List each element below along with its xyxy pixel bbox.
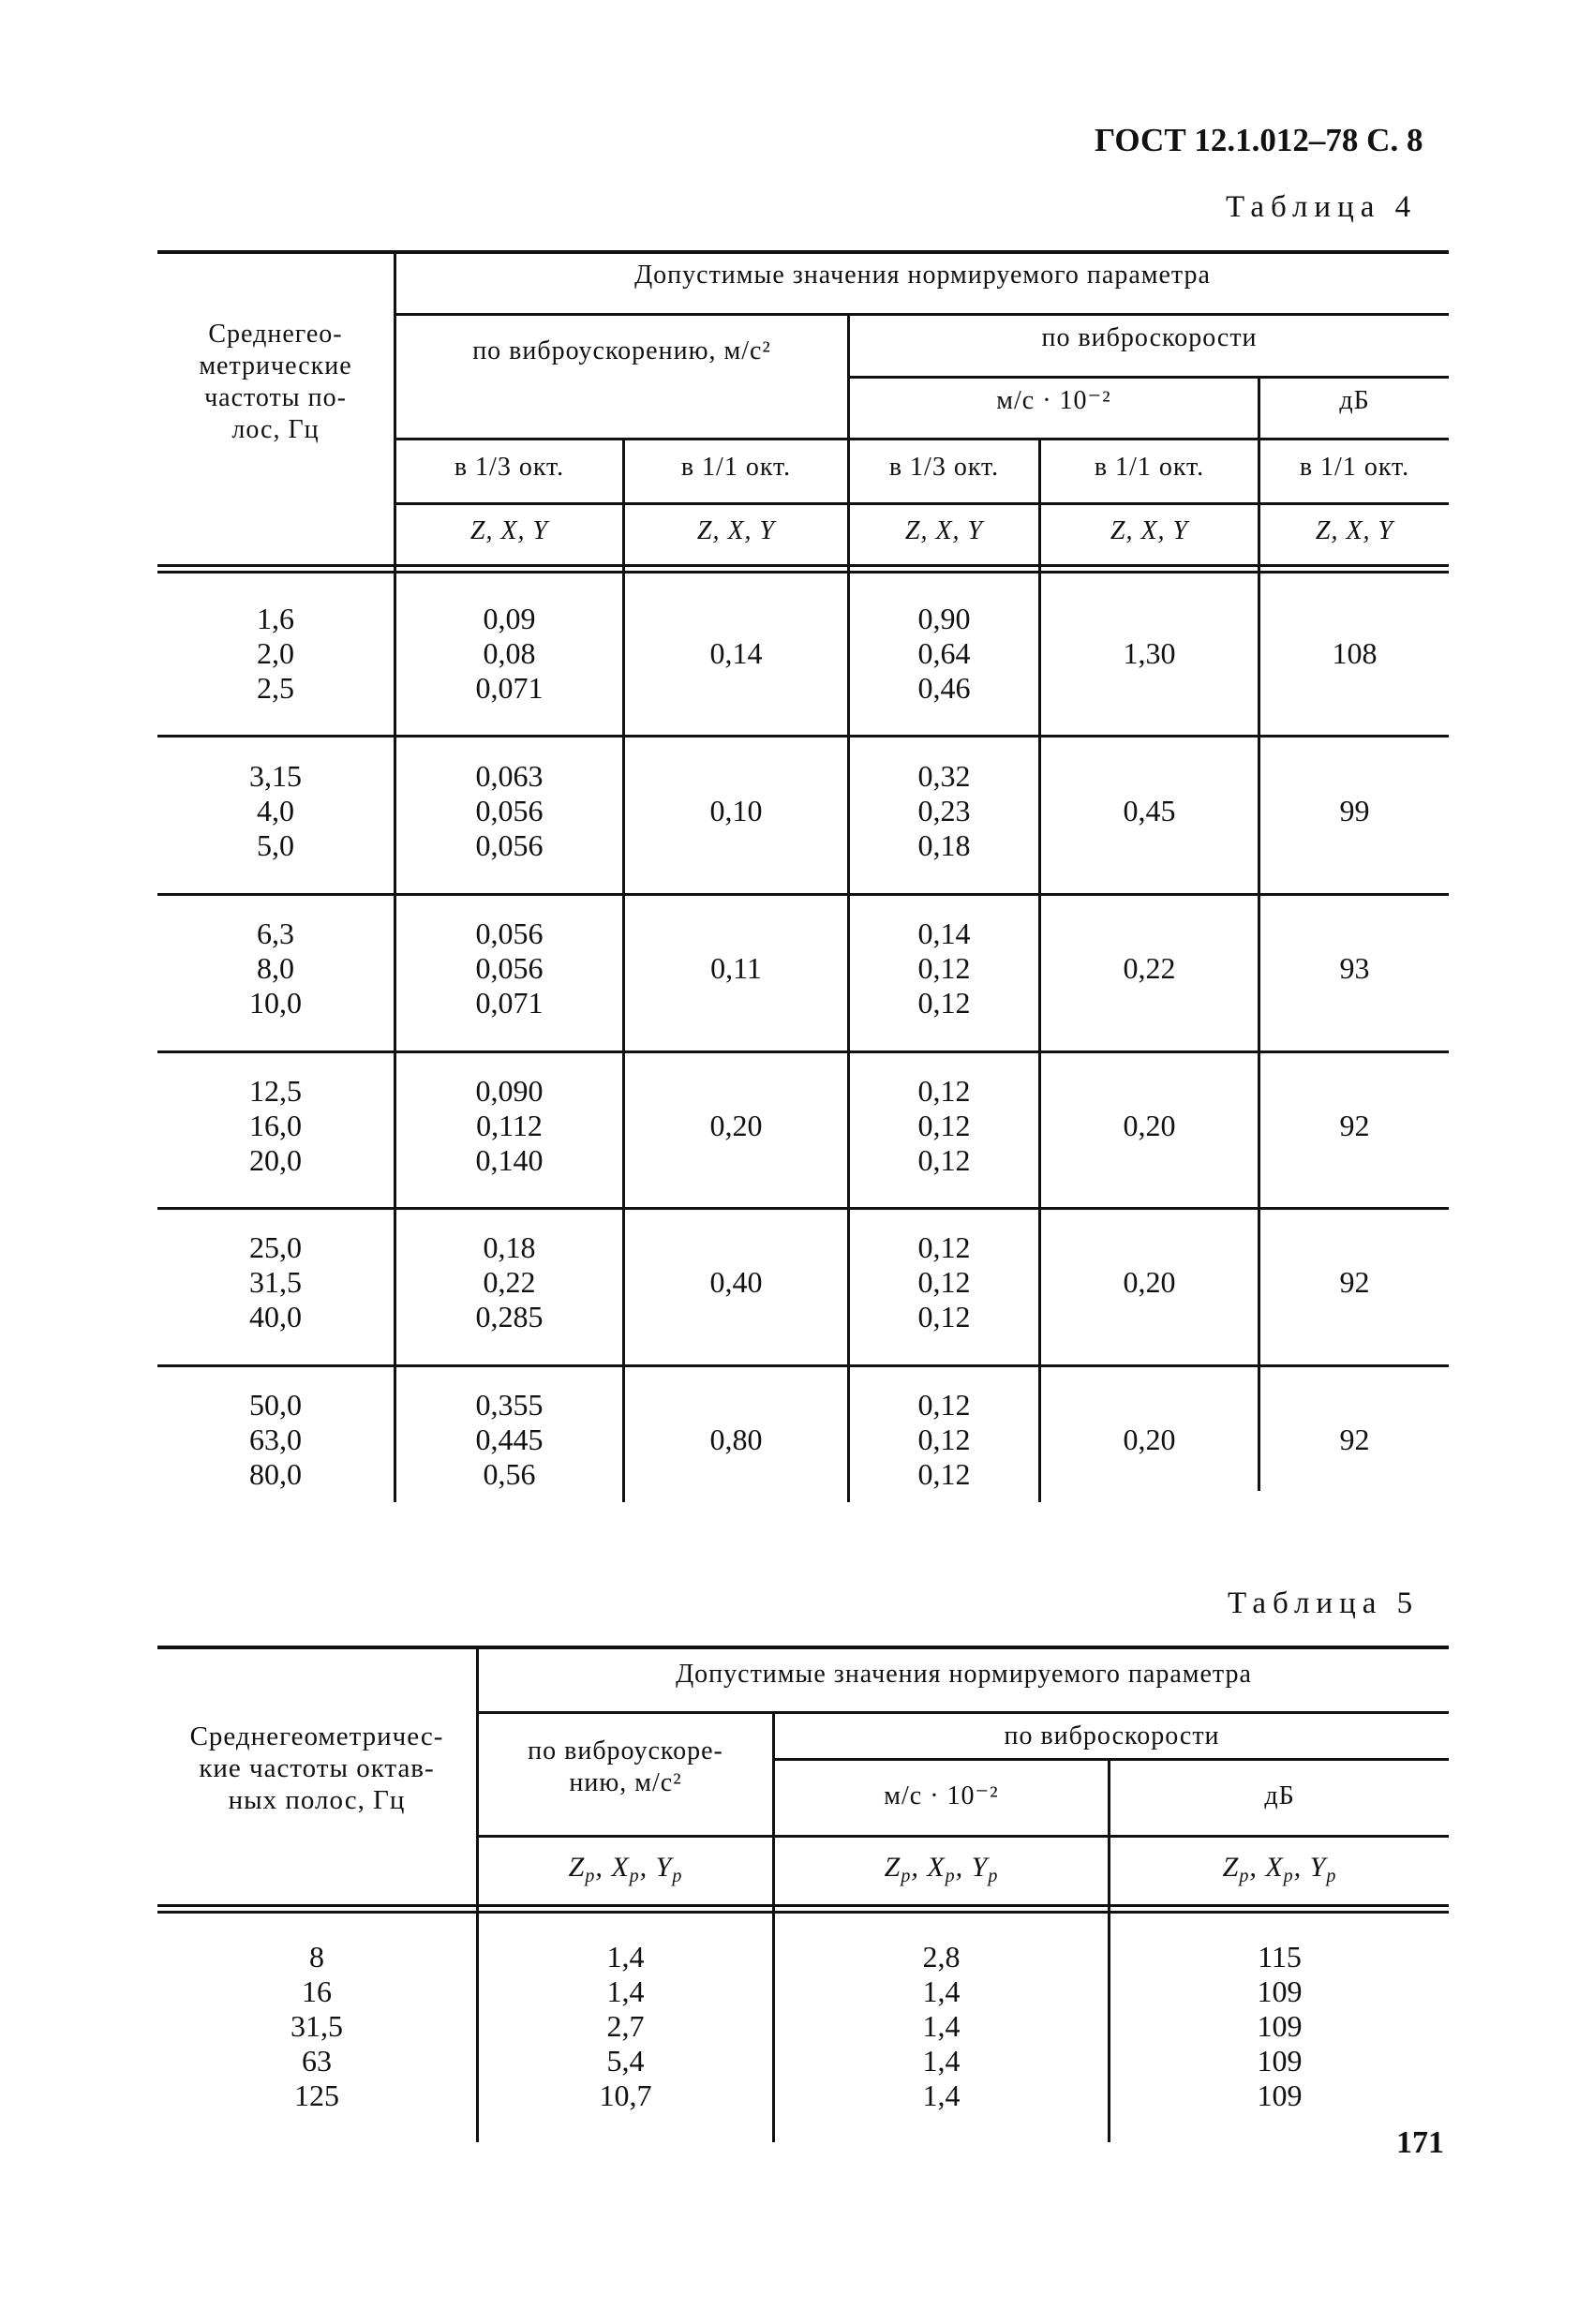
table5-value: 31,5 <box>290 2009 343 2043</box>
table4-cell-vel11: 1,30 <box>1123 636 1176 670</box>
table4-value: 3,15 <box>249 759 302 793</box>
table4-value: 0,285 <box>475 1300 544 1333</box>
table5-value: 1,4 <box>922 2044 961 2078</box>
table5-axes-acc: $Z_p$, $X_p$, $Y_p$ <box>568 1852 683 1886</box>
table4-value: 0,12 <box>917 986 971 1020</box>
table4-value: 0,12 <box>917 1143 971 1177</box>
table4-vel-db-header: дБ <box>1339 386 1370 415</box>
table5-group-header: Допустимые значения нормируемого параметра <box>676 1660 1252 1689</box>
table4-value: 0,056 <box>475 828 544 862</box>
table4-cell-db: 92 <box>1339 1265 1370 1299</box>
table4-value: 0,12 <box>917 1423 971 1456</box>
table5-axes-db: $Z_p$, $X_p$, $Y_p$ <box>1222 1852 1337 1886</box>
table4-value: 40,0 <box>249 1300 302 1333</box>
table4-axes-db: Z, X, Y <box>1315 516 1394 545</box>
table4-cell-acc11: 0,14 <box>709 636 763 670</box>
table4-value: 0,90 <box>917 602 971 635</box>
table4-value: 0,12 <box>917 1230 971 1264</box>
table5-value: 10,7 <box>599 2078 652 2112</box>
table4-value: 2,5 <box>257 671 294 705</box>
running-header: ГОСТ 12.1.012–78 С. 8 <box>1095 122 1423 158</box>
table4-value: 8,0 <box>257 951 294 985</box>
table4-value: 0,08 <box>483 636 536 670</box>
table4-value: 0,12 <box>917 951 971 985</box>
table4-cell-freq <box>157 916 394 1020</box>
table5-value: 109 <box>1257 2009 1303 2043</box>
table4-cell-acc11: 0,80 <box>709 1423 763 1456</box>
table5-value: 16 <box>302 1974 332 2008</box>
table4-group-header: Допустимые значения нормируемого параметра <box>634 261 1211 290</box>
table4-axes-vel13: Z, X, Y <box>904 516 984 545</box>
table4-value: 0,32 <box>917 759 971 793</box>
table4-value: 0,12 <box>917 1074 971 1108</box>
table4-value: 0,12 <box>917 1265 971 1299</box>
table4-value: 0,445 <box>475 1423 544 1456</box>
table4-accel-header: по виброускорению, м/с² <box>472 336 771 365</box>
table4-axes-acc13: Z, X, Y <box>469 516 549 545</box>
table4-value: 10,0 <box>249 986 302 1020</box>
table4-value: 0,56 <box>483 1457 536 1491</box>
table5-caption: Таблица 5 <box>1228 1587 1420 1620</box>
table4-value: 0,071 <box>475 671 544 705</box>
table4-value: 0,18 <box>917 828 971 862</box>
table4-cell-vel13 <box>850 602 1038 706</box>
table5-value: 1,4 <box>606 1974 645 2008</box>
table4-value: 80,0 <box>249 1457 302 1491</box>
table4-value: 0,056 <box>475 951 544 985</box>
table4-value: 0,056 <box>475 794 544 827</box>
table5-db-column <box>1110 1940 1449 2113</box>
table4-cell-acc11: 0,10 <box>709 794 763 827</box>
table5-acc-column <box>479 1940 772 2113</box>
table4-cell-acc13 <box>396 759 622 863</box>
table4-cell-freq <box>157 602 394 706</box>
table4-cell-vel13 <box>850 759 1038 863</box>
table4-value: 6,3 <box>257 916 294 950</box>
page-number: 171 <box>1396 2125 1444 2160</box>
table4-value: 4,0 <box>257 794 294 827</box>
table4-value: 0,22 <box>483 1265 536 1299</box>
table4-cell-vel11: 0,22 <box>1123 951 1176 985</box>
table4-axes-vel11: Z, X, Y <box>1110 516 1189 545</box>
table4-cell-db: 93 <box>1339 951 1370 985</box>
table4-value: 0,12 <box>917 1109 971 1142</box>
table4-cell-vel13 <box>850 1230 1038 1334</box>
table4-value: 0,12 <box>917 1300 971 1333</box>
table4-value: 1,6 <box>257 602 294 635</box>
table4-sub-db11: в 1/1 окт. <box>1299 453 1410 482</box>
table5-vel-db-header: дБ <box>1264 1781 1295 1810</box>
table4-cell-vel11: 0,20 <box>1123 1265 1176 1299</box>
table4-value: 0,14 <box>917 916 971 950</box>
table5-vel-header: по виброскорости <box>1004 1721 1220 1750</box>
table5-freq-header: Среднегеометричес- кие частоты октав- ных полос, Гц <box>189 1721 444 1815</box>
table4-cell-vel11: 0,20 <box>1123 1109 1176 1142</box>
table5-value: 1,4 <box>922 1974 961 2008</box>
table4-cell-vel11: 0,45 <box>1123 794 1176 827</box>
table5-value: 1,4 <box>922 2009 961 2043</box>
table4-cell-freq <box>157 759 394 863</box>
table4-cell-db: 92 <box>1339 1423 1370 1456</box>
table4-cell-db: 92 <box>1339 1109 1370 1142</box>
table5-value: 115 <box>1258 1940 1302 1974</box>
table5-vel-column <box>775 1940 1108 2113</box>
table4-cell-acc13 <box>396 1230 622 1334</box>
table4-value: 0,063 <box>475 759 544 793</box>
table5-value: 109 <box>1257 1974 1303 2008</box>
table4-cell-db: 99 <box>1339 794 1370 827</box>
table4-value: 0,46 <box>917 671 971 705</box>
table4-cell-acc13 <box>396 916 622 1020</box>
table5-axes-vel: $Z_p$, $X_p$, $Y_p$ <box>884 1852 999 1886</box>
table4-value: 0,12 <box>917 1388 971 1422</box>
table4-value: 0,056 <box>475 916 544 950</box>
table4-cell-freq <box>157 1388 394 1492</box>
table4-value: 0,18 <box>483 1230 536 1264</box>
table4-value: 2,0 <box>257 636 294 670</box>
table4-value: 0,071 <box>475 986 544 1020</box>
table4-cell-db: 108 <box>1332 636 1378 670</box>
table4-sub-vel11: в 1/1 окт. <box>1094 453 1205 482</box>
table4-cell-acc11: 0,40 <box>709 1265 763 1299</box>
table5-value: 109 <box>1257 2044 1303 2078</box>
table5-value: 2,7 <box>606 2009 645 2043</box>
table4-value: 0,355 <box>475 1388 544 1422</box>
table4-cell-vel13 <box>850 1388 1038 1492</box>
table5-value: 125 <box>294 2078 339 2112</box>
table5-value: 1,4 <box>606 1940 645 1974</box>
table4-cell-vel13 <box>850 1074 1038 1178</box>
table4-value: 16,0 <box>249 1109 302 1142</box>
table4-cell-vel11: 0,20 <box>1123 1423 1176 1456</box>
table4-value: 0,140 <box>475 1143 544 1177</box>
table4-value: 0,112 <box>476 1109 543 1142</box>
table4-sub-acc13: в 1/3 окт. <box>454 453 565 482</box>
table4-cell-freq <box>157 1230 394 1334</box>
table4-value: 31,5 <box>249 1265 302 1299</box>
table4-cell-freq <box>157 1074 394 1178</box>
table4-vel-ms-header: м/с · 10⁻² <box>996 386 1111 415</box>
table5-value: 1,4 <box>922 2078 961 2112</box>
table4-vel-header: по виброскорости <box>1041 323 1258 352</box>
table4-cell-acc11: 0,20 <box>709 1109 763 1142</box>
table4-value: 0,23 <box>917 794 971 827</box>
table5-accel-header: по виброускоре- нию, м/с² <box>528 1736 723 1797</box>
table5-value: 8 <box>309 1940 324 1974</box>
table4-cell-acc13 <box>396 602 622 706</box>
table4-value: 5,0 <box>257 828 294 862</box>
table4-value: 0,090 <box>475 1074 544 1108</box>
table4-value: 25,0 <box>249 1230 302 1264</box>
table5-vel-ms-header: м/с · 10⁻² <box>884 1781 999 1810</box>
table4-cell-acc13 <box>396 1388 622 1492</box>
table5-value: 2,8 <box>922 1940 961 1974</box>
table4-caption: Таблица 4 <box>1226 190 1418 224</box>
table4-sub-acc11: в 1/1 окт. <box>680 453 792 482</box>
table4-freq-header: Среднегео- метрические частоты по- лос, Гц <box>199 320 352 444</box>
table4-cell-acc13 <box>396 1074 622 1178</box>
table4-cell-vel13 <box>850 916 1038 1020</box>
table4-cell-acc11: 0,11 <box>710 951 762 985</box>
table4-value: 0,64 <box>917 636 971 670</box>
table5-freq-column <box>157 1940 476 2113</box>
table5-value: 63 <box>302 2044 332 2078</box>
table5-value: 5,4 <box>606 2044 645 2078</box>
table4-value: 0,12 <box>917 1457 971 1491</box>
table4-sub-vel13: в 1/3 окт. <box>888 453 1000 482</box>
table4-value: 12,5 <box>249 1074 302 1108</box>
table4-value: 63,0 <box>249 1423 302 1456</box>
table5-value: 109 <box>1257 2078 1303 2112</box>
table4-value: 50,0 <box>249 1388 302 1422</box>
table4-value: 20,0 <box>249 1143 302 1177</box>
table4-axes-acc11: Z, X, Y <box>696 516 776 545</box>
table4-value: 0,09 <box>483 602 536 635</box>
